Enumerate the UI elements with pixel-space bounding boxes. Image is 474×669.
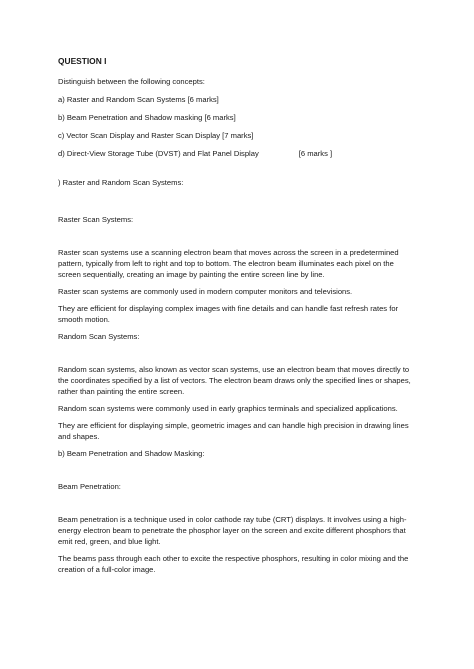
section-b-heading: b) Beam Penetration and Shadow Masking: — [58, 449, 205, 458]
random-paragraph-3: They are efficient for displaying simple, geometric images and can handle high precision in drawing lines and shapes. — [58, 421, 409, 441]
question-title: QUESTION I — [58, 56, 107, 66]
raster-paragraph-2: Raster scan systems are commonly used in modern computer monitors and televisions. — [58, 287, 353, 296]
document-body — [58, 56, 418, 575]
beam-paragraph-2: The beams pass through each other to excite the respective phosphors, resulting in color mixing and the creation of a full-color image. — [58, 554, 409, 574]
raster-paragraph-1: Raster scan systems use a scanning electron beam that moves across the screen in a predetermined pattern, typically from left to right and top to bottom. The electron beam illuminates each pixel on the screen sequentially, creating an image by painting the entire screen line by line. — [58, 248, 399, 279]
question-intro: Distinguish between the following concepts: — [58, 77, 205, 86]
random-paragraph-2: Random scan systems were commonly used in early graphics terminals and specialized applications. — [58, 404, 398, 413]
random-paragraph-1: Random scan systems, also known as vector scan systems, use an electron beam that moves directly to the coordinates specified by a list of vectors. The electron beam draws only the specified lines or shapes, rather than painting the entire screen. — [58, 365, 411, 396]
beam-paragraph-1: Beam penetration is a technique used in color cathode ray tube (CRT) displays. It involves using a high-energy electron beam to penetrate the phosphor layer on the screen and excite different phosphors that emit red, green, and blue light. — [58, 515, 407, 546]
question-item-d-text: d) Direct-View Storage Tube (DVST) and Flat Panel Display — [58, 149, 259, 158]
raster-paragraph-3: They are efficient for displaying complex images with fine details and can handle fast refresh rates for smooth motion. — [58, 304, 399, 324]
question-item-a: a) Raster and Random Scan Systems [6 marks] — [58, 95, 219, 104]
raster-heading: Raster Scan Systems: — [58, 215, 134, 224]
question-item-b: b) Beam Penetration and Shadow masking [6 marks] — [58, 113, 236, 122]
question-item-d-marks: [6 marks ] — [298, 149, 333, 158]
section-a-heading: ) Raster and Random Scan Systems: — [58, 178, 184, 187]
question-item-d — [58, 148, 418, 159]
beam-heading: Beam Penetration: — [58, 482, 121, 491]
question-item-c: c) Vector Scan Display and Raster Scan Display [7 marks] — [58, 131, 254, 140]
random-heading: Random Scan Systems: — [58, 332, 140, 341]
